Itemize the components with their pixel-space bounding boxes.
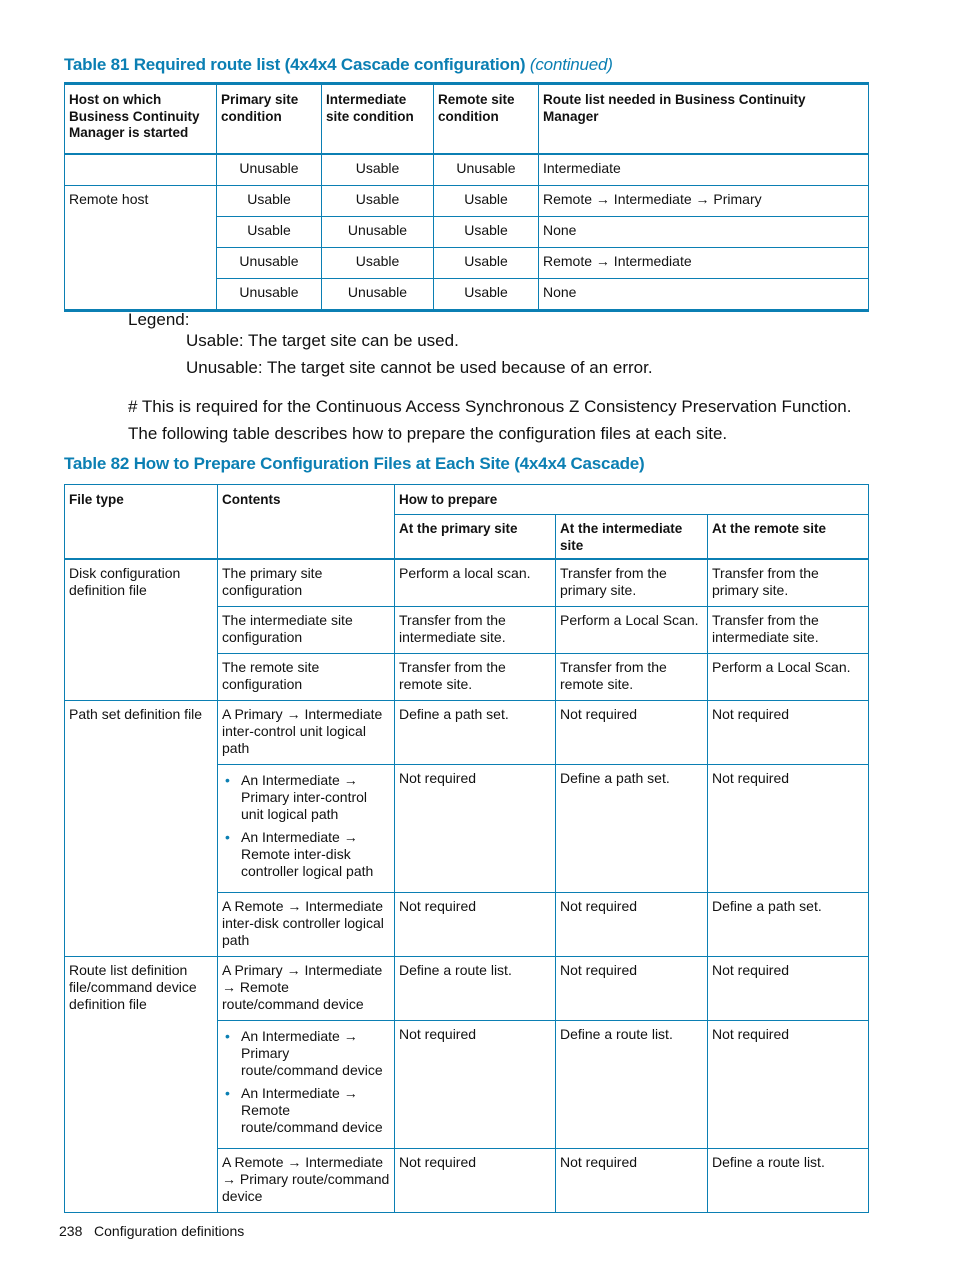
table-cell: Transfer from the primary site. bbox=[708, 559, 869, 606]
table-row bbox=[65, 956, 869, 1020]
list-item: • An Intermediate → Primary inter-control unit logical path bbox=[241, 772, 390, 823]
table-cell: Usable bbox=[434, 186, 539, 217]
table-cell: A Remote → Intermediate inter-disk controller logical path bbox=[218, 892, 395, 956]
hash-note: # This is required for the Continuous Access Synchronous Z Consistency Preservation Function. bbox=[128, 397, 852, 416]
table-cell: Usable bbox=[217, 217, 322, 248]
table-cell: None bbox=[539, 217, 869, 248]
table-cell: Not required bbox=[708, 1020, 869, 1148]
table-cell: Transfer from the intermediate site. bbox=[708, 606, 869, 653]
column-header: At the intermediate site bbox=[556, 515, 708, 560]
bullet-list bbox=[222, 1028, 390, 1136]
table-cell: Perform a Local Scan. bbox=[708, 653, 869, 700]
column-header: At the primary site bbox=[395, 515, 556, 560]
table-cell: A Remote → Intermediate → Primary route/command device bbox=[218, 1148, 395, 1212]
table-cell: The primary site configuration bbox=[218, 559, 395, 606]
table-cell: Unusable bbox=[322, 217, 434, 248]
legend-title: Legend: bbox=[128, 310, 190, 329]
table-cell: Define a path set. bbox=[556, 764, 708, 892]
column-header: Primary site condition bbox=[217, 84, 322, 155]
table-cell: Not required bbox=[708, 956, 869, 1020]
column-header: Intermediate site condition bbox=[322, 84, 434, 155]
table-cell: Not required bbox=[395, 764, 556, 892]
table-cell: A Primary → Intermediate → Remote route/command device bbox=[218, 956, 395, 1020]
table-row bbox=[65, 559, 869, 606]
config-files-table bbox=[64, 484, 869, 1213]
route-list-table bbox=[64, 82, 869, 312]
table-cell: Not required bbox=[395, 892, 556, 956]
legend-unusable: Unusable: The target site cannot be used because of an error. bbox=[186, 358, 653, 377]
table-cell: Define a route list. bbox=[708, 1148, 869, 1212]
table-cell: Define a path set. bbox=[395, 700, 556, 764]
table81-caption-continued: (continued) bbox=[529, 55, 613, 74]
table-cell: Usable bbox=[217, 186, 322, 217]
file-type-cell: Path set definition file bbox=[65, 700, 218, 956]
table-cell: The remote site configuration bbox=[218, 653, 395, 700]
table-row bbox=[65, 186, 869, 217]
column-header: Contents bbox=[218, 485, 395, 560]
table-cell: Not required bbox=[556, 1148, 708, 1212]
column-header: How to prepare bbox=[395, 485, 869, 515]
list-item: • An Intermediate → Remote inter-disk controller logical path bbox=[241, 829, 390, 880]
column-header: Remote site condition bbox=[434, 84, 539, 155]
table-header-row bbox=[65, 485, 869, 515]
table-cell: Not required bbox=[708, 764, 869, 892]
table81-caption bbox=[64, 55, 613, 75]
table-cell: Not required bbox=[556, 700, 708, 764]
table-cell: Not required bbox=[395, 1148, 556, 1212]
table-row bbox=[65, 700, 869, 764]
table-cell: Not required bbox=[395, 1020, 556, 1148]
table-cell: Define a route list. bbox=[395, 956, 556, 1020]
table-cell: Intermediate bbox=[539, 154, 869, 186]
table-cell: The intermediate site configuration bbox=[218, 606, 395, 653]
table-cell: A Primary → Intermediate inter-control unit logical path bbox=[218, 700, 395, 764]
table-cell: Usable bbox=[434, 217, 539, 248]
column-header: File type bbox=[65, 485, 218, 560]
table-cell: Unusable bbox=[217, 248, 322, 279]
page-footer bbox=[59, 1223, 244, 1239]
table-cell: Perform a Local Scan. bbox=[556, 606, 708, 653]
section-title: Configuration definitions bbox=[94, 1223, 245, 1239]
table-cell: Usable bbox=[322, 248, 434, 279]
list-item: • An Intermediate → Primary route/command device bbox=[241, 1028, 390, 1079]
column-header: Route list needed in Business Continuity Manager bbox=[539, 84, 869, 155]
table-cell: Not required bbox=[556, 956, 708, 1020]
bullet-list bbox=[222, 772, 390, 880]
file-type-cell: Disk configuration definition file bbox=[65, 559, 218, 700]
table-cell: Define a route list. bbox=[556, 1020, 708, 1148]
legend-usable: Usable: The target site can be used. bbox=[186, 331, 459, 350]
table-cell: Unusable bbox=[322, 279, 434, 311]
table-cell: Define a path set. bbox=[708, 892, 869, 956]
table-cell: Not required bbox=[556, 892, 708, 956]
table-cell: Remote → Intermediate → Primary bbox=[539, 186, 869, 217]
table-cell: Usable bbox=[322, 154, 434, 186]
table-cell: Perform a local scan. bbox=[395, 559, 556, 606]
table-cell bbox=[65, 154, 217, 186]
table81-caption-title: Table 81 Required route list (4x4x4 Cascade configuration) bbox=[64, 55, 526, 74]
table-cell: Usable bbox=[434, 248, 539, 279]
remote-host-cell: Remote host bbox=[65, 186, 217, 311]
table-cell: None bbox=[539, 279, 869, 311]
table-cell: Usable bbox=[322, 186, 434, 217]
column-header: At the remote site bbox=[708, 515, 869, 560]
intro-paragraph: The following table describes how to prepare the configuration files at each site. bbox=[128, 424, 728, 443]
table-cell: Not required bbox=[708, 700, 869, 764]
table-cell: Usable bbox=[434, 279, 539, 311]
page-number: 238 bbox=[59, 1223, 83, 1239]
table-row bbox=[65, 154, 869, 186]
table-cell: Remote → Intermediate bbox=[539, 248, 869, 279]
table82-caption: Table 82 How to Prepare Configuration Files at Each Site (4x4x4 Cascade) bbox=[64, 454, 645, 473]
column-header: Host on which Business Continuity Manager is started bbox=[65, 84, 217, 155]
list-item: • An Intermediate → Remote route/command device bbox=[241, 1085, 390, 1136]
bullet-list-cell bbox=[218, 1020, 395, 1148]
bullet-list-cell bbox=[218, 764, 395, 892]
file-type-cell: Route list definition file/command device definition file bbox=[65, 956, 218, 1212]
table-header-row bbox=[65, 84, 869, 155]
table-cell: Unusable bbox=[434, 154, 539, 186]
table-cell: Transfer from the intermediate site. bbox=[395, 606, 556, 653]
table-cell: Unusable bbox=[217, 154, 322, 186]
table-cell: Transfer from the remote site. bbox=[556, 653, 708, 700]
table-cell: Transfer from the primary site. bbox=[556, 559, 708, 606]
table-cell: Unusable bbox=[217, 279, 322, 311]
table-cell: Transfer from the remote site. bbox=[395, 653, 556, 700]
